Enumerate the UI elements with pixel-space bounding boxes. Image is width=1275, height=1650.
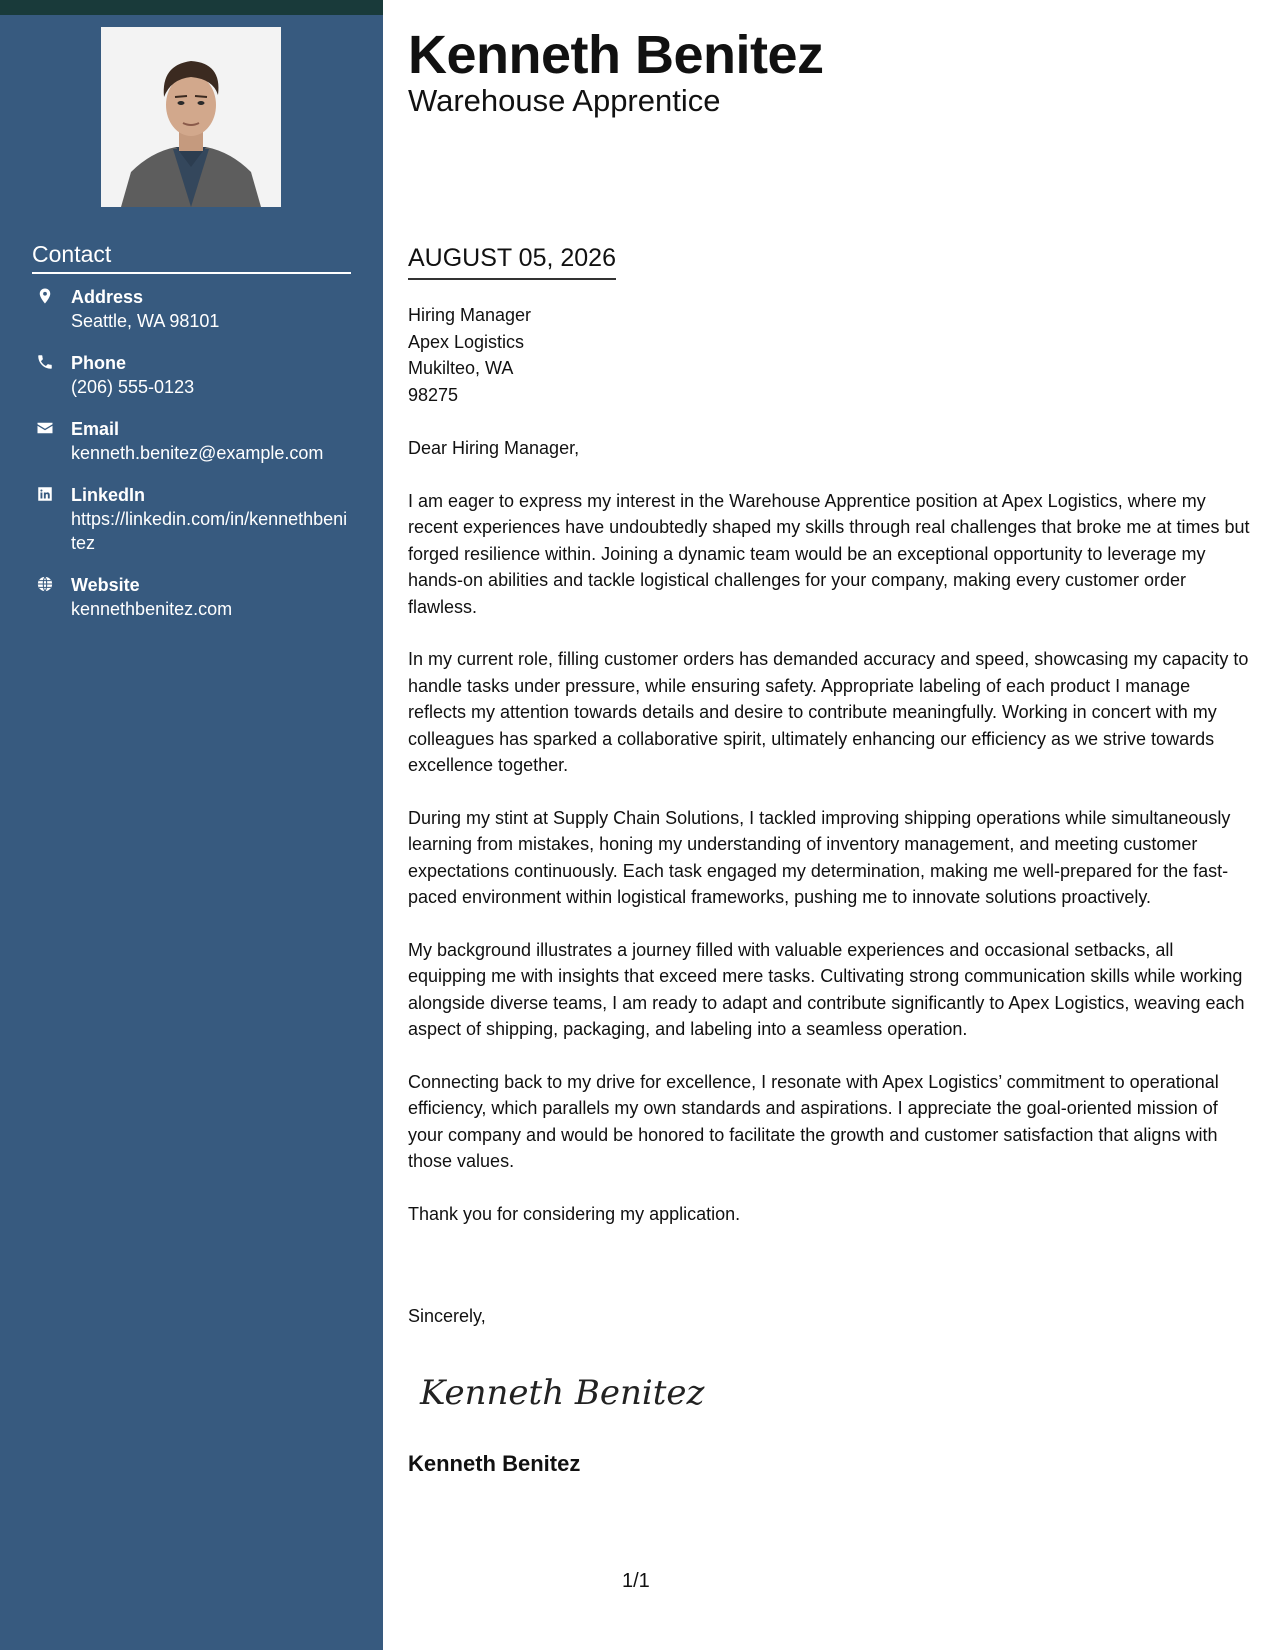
contact-label-email: Email [71, 419, 120, 439]
contact-value-website[interactable]: kennethbenitez.com [71, 599, 233, 619]
recipient-line: 98275 [408, 384, 459, 405]
body-paragraph: Connecting back to my drive for excellence, I resonate with Apex Logistics’ commitment to operational efficiency, which parallels my own standards and aspirations. I appreciate the goal-oriented mission of your company and would be honored to facilitate the growth and customer satisfaction that aligns with those values. [408, 1071, 1219, 1171]
letter-body [408, 435, 1253, 1253]
contact-item-website [32, 573, 352, 621]
contact-value-address: Seattle, WA 98101 [71, 311, 220, 331]
contact-label-phone: Phone [71, 353, 127, 373]
recipient-line: Hiring Manager [408, 305, 532, 325]
contact-value-email[interactable]: kenneth.benitez@example.com [71, 443, 324, 463]
contact-item-phone [32, 351, 352, 399]
body-paragraph: In my current role, filling customer orders has demanded accuracy and speed, showcasing my capacity to handle tasks under pressure, while ensuring safety. Appropriate labeling of each product I manage reflects my attention towards details and desire to contribute meaningfully. Working in concert with my colleagues has sparked a collaborative spirit, ultimately enhancing our efficiency as we strive towards excellence together. [408, 649, 1249, 775]
closing: Sincerely, [408, 1306, 486, 1326]
sidebar [0, 0, 383, 1650]
avatar-portrait [101, 27, 281, 207]
salutation: Dear Hiring Manager, [408, 438, 580, 458]
envelope-icon [36, 419, 54, 437]
contact-label-website: Website [71, 575, 140, 595]
contact-item-linkedin [32, 483, 352, 555]
body-paragraph: I am eager to express my interest in the Warehouse Apprentice position at Apex Logistics, where my recent experiences have undoubtedly shaped my skills through real challenges that broke me at times but forged resilience within. Joining a dynamic team would be an exceptional opportunity to leverage my hands-on abilities and tackle logistical challenges for your company, making every customer order flawless. [408, 490, 1250, 617]
recipient-line: Apex Logistics [408, 331, 525, 352]
contact-item-email [32, 417, 352, 465]
page-number: 1/1 [622, 1570, 650, 1592]
body-paragraph: Thank you for considering my application. [408, 1203, 741, 1224]
body-paragraph: During my stint at Supply Chain Solutions, I tackled improving shipping operations while simultaneously learning from mistakes, honing my understanding of inventory management, and meeting customer expectations continuously. Each task engaged my determination, making me well-prepared for the fast-paced environment within logistical frameworks, pushing me to innovate solutions proactively. [408, 807, 1231, 907]
contact-list [32, 285, 352, 639]
linkedin-icon [36, 485, 54, 503]
sidebar-top-bar [0, 0, 383, 15]
handwritten-signature [418, 1362, 705, 1422]
job-title: Warehouse Apprentice [408, 83, 721, 118]
contact-value-phone: (206) 555-0123 [71, 377, 195, 397]
applicant-name: Kenneth Benitez [408, 25, 824, 85]
contact-heading: Contact [32, 241, 351, 274]
recipient-line: Mukilteo, WA [408, 358, 514, 378]
location-pin-icon [36, 287, 54, 305]
phone-icon [36, 353, 54, 371]
contact-item-address [32, 285, 352, 333]
body-paragraph: My background illustrates a journey filled with valuable experiences and occasional setbacks, all equipping me with insights that exceed mere tasks. Cultivating strong communication skills while working alongside diverse teams, I am ready to adapt and contribute significantly to Apex Logistics, weaving each aspect of shipping, packaging, and labeling into a seamless operation. [408, 939, 1245, 1039]
globe-icon [36, 575, 54, 593]
recipient-block [408, 302, 531, 408]
contact-label-linkedin: LinkedIn [71, 485, 146, 505]
contact-value-linkedin[interactable]: https://linkedin.com/in/kennethbenitez [71, 509, 348, 553]
avatar [101, 27, 281, 207]
signer-name: Kenneth Benitez [408, 1451, 581, 1476]
contact-label-address: Address [71, 287, 144, 307]
signature-script: Kenneth Benitez [420, 1373, 705, 1413]
letter-date: AUGUST 05, 2026 [408, 244, 616, 280]
